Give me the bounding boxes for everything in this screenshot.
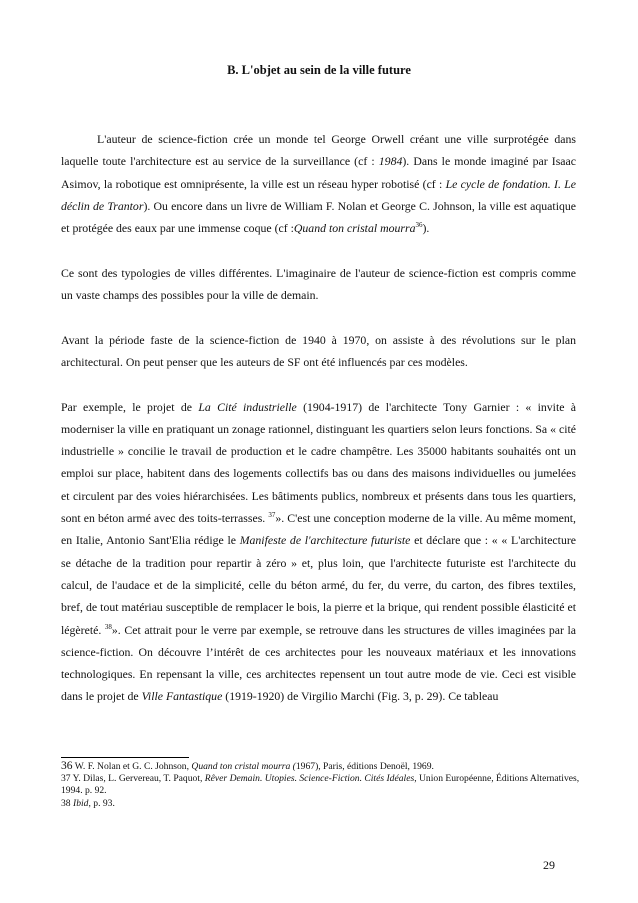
footnotes: [61, 760, 581, 810]
section-title: B. L'objet au sein de la ville future: [227, 63, 411, 77]
footnote-ref-36: 36: [415, 221, 423, 230]
page-number: 29: [543, 858, 555, 872]
footnote-36: 36 W. F. Nolan et G. C. Johnson, Quand ton cristal mourra (1967), Paris, éditions Denoël, 1969.: [61, 760, 434, 772]
paragraph-4: Par exemple, le projet de La Cité industrielle (1904-1917) de l'architecte Tony Garnier : « invite à moderniser la ville en pratiquant un zonage rationnel, distinguant les quartiers selon leurs fonctions. Sa « cité industrielle » concilie le travail de production et le cadre champêtre. Les 35000 habitants souhaités ont un emploi sur place, habitent dans des logements collectifs bas ou dans des maisons individuelles ou jumelées et circulent par des voies hiérarchisées. Les bâtiments publics, nombreux et présents dans tous les quartiers, sont en béton armé avec des toits-terrasses. $^{37}$». C'est une conception moderne de la ville. Au même moment, en Italie, Antonio Sant'Elia rédige le Manifeste de l'architecture futuriste et déclare que : « « L'architecture se détache de la tradition pour repartir à zéro » et, plus loin, que l'architecte futuriste est l'architecte du calcul, de l'audace et de la simplicité, celle du béton armé, du fer, du verre, du carton, des fibres textiles, bref, de tout matériau susceptible de remplacer le bois, la pierre et la brique, qui rendent possible élasticité et légèreté. $^{38}$». Cet attrait pour le verre par exemple, se retrouve dans les structures de villes imaginées par la science-fiction. On découvre l’intérêt de ces architectes pour les nouveaux matériaux et les innovations technologiques. En repensant la ville, ces architectes repensent un tout autre mode de vie. Ceci est visible dans le projet de Ville Fantastique (1919-1920) de Virgilio Marchi (Fig. 3, p. 29). Ce tableau: [61, 399, 577, 704]
paragraph-3: Avant la période faste de la science-fiction de 1940 à 1970, on assiste à des révolutions sur le plan architectural. On peut penser que les auteurs de SF ont été influencés par ces modèles.: [61, 332, 576, 369]
paragraph-2: Ce sont des typologies de villes différentes. L'imaginaire de l'auteur de science-fiction est compris comme un vaste champs des possibles pour la ville de demain.: [61, 265, 576, 303]
footnote-38: 38 Ibid, p. 93.: [61, 797, 115, 809]
footnote-ref-37: 37: [268, 511, 276, 520]
footnote-37: 37 Y. Dilas, L. Gervereau, T. Paquot, Rêver Demain. Utopies. Science-Fiction. Cités Idéales, Union Européenne, Éditions Alternatives, 1994. p. 92.: [61, 773, 580, 797]
footnote-separator: [61, 757, 189, 758]
footnote-ref-38: 38: [104, 622, 112, 631]
body-text: [61, 128, 576, 708]
paragraph-1: L'auteur de science-fiction crée un monde tel George Orwell créant une ville surprotégée dans laquelle toute l'architecture est au service de la surveillance (cf : 1984). Dans le monde imaginé par Isaac Asimov, la robotique est omniprésente, la ville est un réseau hyper robotisé (cf : Le cycle de fondation. I. Le déclin de Trantor). Ou encore dans un livre de William F. Nolan et George C. Johnson, la ville est aquatique et protégée des eaux par une immense coque (cf :Quand ton cristal mourra$^{36}$).: [61, 132, 577, 236]
